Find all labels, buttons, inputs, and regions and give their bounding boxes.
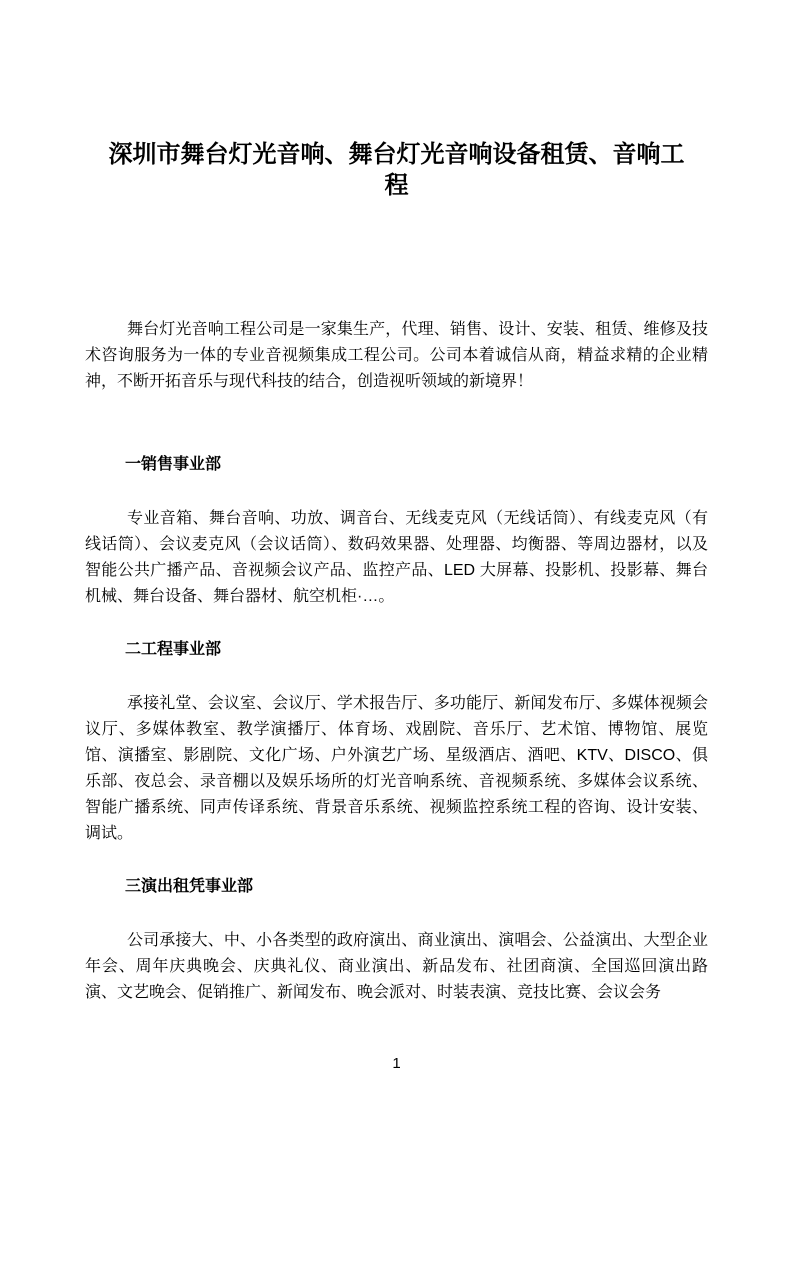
section-heading-engineering: 二工程事业部: [125, 641, 222, 658]
section-body-engineering: 承接礼堂、会议室、会议厅、学术报告厅、多功能厅、新闻发布厅、多媒体视频会议厅、多媒体教室、教学演播厅、体育场、戏剧院、音乐厅、艺术馆、博物馆、展览馆、演播室、影剧院、文化广场、户外演艺广场、星级酒店、酒吧、KTV、DISCO、俱乐部、夜总会、录音棚以及娱乐场所的灯光音响系统、音视频系统、多媒体会议系统、智能广播系统、同声传译系统、背景音乐系统、视频监控系统工程的咨询、设计安装、调试。: [85, 695, 708, 842]
page-footer: [85, 1054, 708, 1074]
section-heading-sales: 一销售事业部: [125, 456, 222, 473]
document-page: [0, 139, 793, 1261]
section-body-performance-rental: 公司承接大、中、小各类型的政府演出、商业演出、演唱会、公益演出、大型企业年会、周年庆典晚会、庆典礼仪、商业演出、新品发布、社团商演、全国巡回演出路演、文艺晚会、促销推广、新闻发布、晚会派对、时装表演、竞技比赛、会议会务: [85, 932, 708, 1001]
page-number: 1: [392, 1055, 401, 1072]
section-body-sales: 专业音箱、舞台音响、功放、调音台、无线麦克风（无线话筒）、有线麦克风（有线话筒）、会议麦克风（会议话筒）、数码效果器、处理器、均衡器、等周边器材，以及智能公共广播产品、音视频会议产品、监控产品、LED 大屏幕、投影机、投影幕、舞台机械、舞台设备、舞台器材、航空机柜·…。: [85, 510, 708, 605]
section-heading-performance-rental: 三演出租凭事业部: [125, 878, 254, 895]
document-title: 深圳市舞台灯光音响、舞台灯光音响设备租赁、音响工程: [108, 141, 685, 199]
intro-paragraph: 舞台灯光音响工程公司是一家集生产，代理、销售、设计、安装、租赁、维修及技术咨询服务为一体的专业音视频集成工程公司。公司本着诚信从商，精益求精的企业精神，不断开拓音乐与现代科技的结合，创造视听领域的新境界！: [85, 321, 708, 390]
